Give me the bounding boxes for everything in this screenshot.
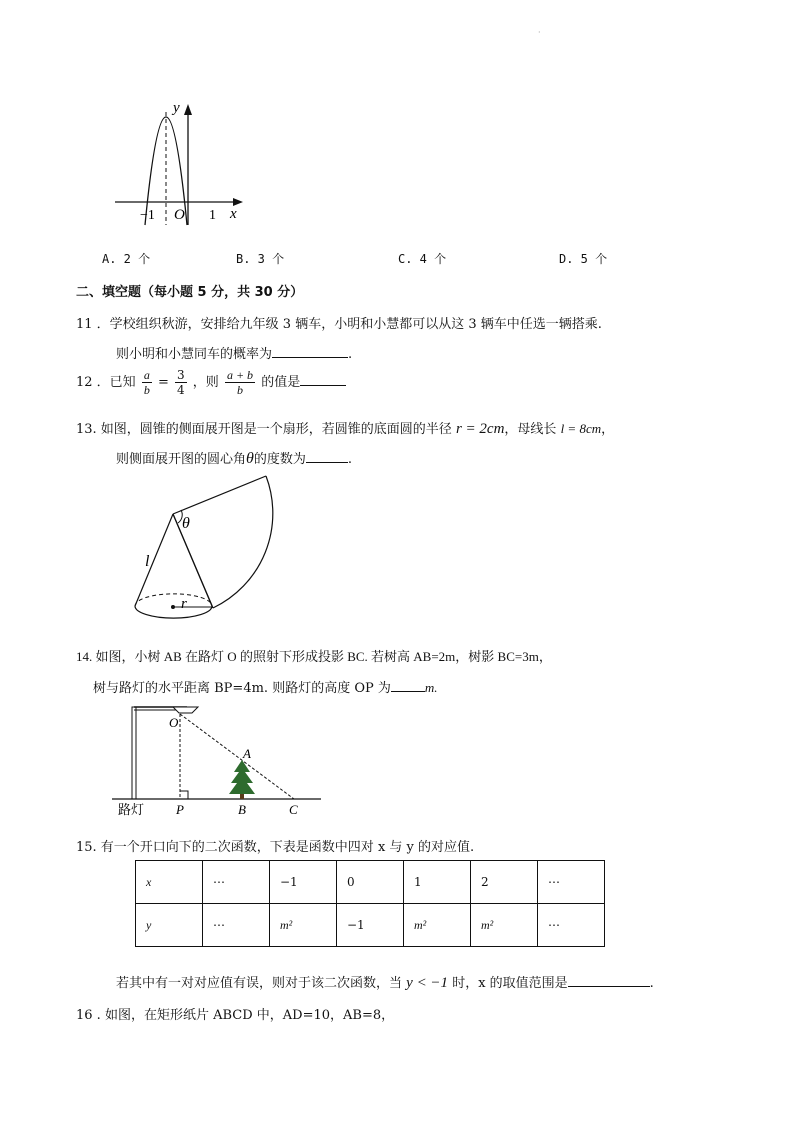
q14-answer-blank[interactable]	[391, 679, 425, 692]
q12-frac-ab: $\frac{a}{b}$	[143, 368, 150, 397]
fig-C: C	[289, 802, 298, 817]
q12-suffix: 的值是	[261, 375, 301, 390]
fig-P: P	[176, 802, 184, 817]
q13-theta: θ	[246, 450, 254, 467]
choice-c: C. 4 个	[398, 252, 447, 266]
table-cell: ⋯	[538, 904, 605, 947]
q15-answer-blank[interactable]	[568, 974, 650, 987]
table-cell: m²	[270, 904, 337, 947]
fig-l: l	[145, 553, 150, 570]
q12-mid: ，则	[192, 375, 219, 390]
table-cell: m²	[471, 904, 538, 947]
q12-frac-34: $\frac{3}{4}$	[177, 368, 185, 397]
q15-text-b: 时，x 的取值范围是	[452, 976, 568, 991]
fig-A: A	[243, 746, 251, 761]
q11-text: 则小明和小慧同车的概率为	[116, 347, 273, 362]
table-cell: m²	[404, 904, 471, 947]
q13-text-b: ，母线长	[504, 422, 557, 437]
choice-d: D. 5 个	[559, 252, 608, 266]
q12-eq: =	[157, 375, 169, 390]
choice-a: A. 2 个	[102, 252, 151, 266]
cone-slant-right	[173, 514, 212, 606]
fig-B: B	[238, 802, 246, 817]
q12-frac-apb: $\frac{a + b}{b}$	[226, 368, 254, 397]
q15-condition: y < −1	[406, 975, 449, 991]
q15-line1: 15. 有一个开口向下的二次函数，下表是函数中四对 x 与 y 的对应值.	[76, 840, 475, 855]
y-axis-arrow	[184, 104, 192, 115]
cone-slant-left	[135, 514, 173, 606]
q15-end: .	[649, 976, 654, 991]
table-row-x	[136, 861, 605, 904]
q15-line2	[116, 972, 654, 992]
fig-theta: θ	[182, 515, 190, 532]
table-cell: ⋯	[203, 904, 270, 947]
lamp-pole	[132, 707, 136, 799]
table-cell: 2	[471, 861, 538, 904]
label-x: x	[230, 206, 237, 222]
q13-slant: l = 8cm	[560, 421, 602, 436]
q13-end: .	[347, 452, 353, 467]
base-center	[171, 605, 175, 609]
table-cell: −1	[270, 861, 337, 904]
sector-arc	[213, 476, 273, 608]
q11-answer-blank[interactable]	[272, 345, 348, 358]
fig-r: r	[181, 596, 187, 612]
q13-text-c: ，	[601, 422, 615, 437]
label-y: y	[173, 100, 180, 116]
tree-icon	[229, 760, 255, 799]
q13-text-d: 则侧面展开图的圆心角	[116, 452, 247, 467]
q12-prefix: 12 ．已知	[76, 375, 136, 390]
q12-answer-blank[interactable]	[300, 373, 346, 386]
corner-mark: ·	[538, 28, 541, 37]
table-cell: x	[136, 861, 203, 904]
table-cell: 0	[337, 861, 404, 904]
table-cell: y	[136, 904, 203, 947]
table-cell: 1	[404, 861, 471, 904]
table-cell: ⋯	[538, 861, 605, 904]
q11-line2	[116, 343, 352, 362]
fig-O: O	[169, 715, 179, 730]
q11-end: .	[348, 347, 353, 362]
x-axis-arrow	[233, 198, 243, 206]
fig-lamp-label: 路灯	[118, 803, 145, 818]
section-title: 二、填空题（每小题 5 分，共 30 分）	[76, 285, 304, 300]
sector-edge-1	[173, 476, 266, 514]
q13-line2	[116, 448, 352, 468]
streetlight-figure	[108, 700, 333, 825]
label-origin: O	[174, 207, 185, 223]
values-table	[135, 860, 605, 947]
tick-neg1: −1	[140, 208, 155, 223]
q14-line2	[93, 677, 438, 696]
right-angle-mark	[180, 791, 188, 799]
q13-text-e: 的度数为	[253, 452, 306, 467]
q12-line	[76, 368, 346, 397]
q11-line1: 11 ．学校组织秋游，安排给九年级 3 辆车，小明和小慧都可以从这 3 辆车中任选一辆搭乘.	[76, 317, 602, 332]
q13-radius: r = 2cm	[455, 421, 505, 437]
q15-text-a: 若其中有一对对应值有误，则对于该二次函数，当	[116, 976, 403, 991]
q16-line1: 16 . 如图，在矩形纸片 ABCD 中，AD=10，AB=8，	[76, 1008, 395, 1023]
tick-1: 1	[209, 208, 216, 223]
choice-b: B. 3 个	[236, 252, 285, 266]
q13-answer-blank[interactable]	[306, 450, 348, 463]
cone-sector-figure	[126, 470, 336, 630]
table-row-y	[136, 904, 605, 947]
table-cell: ⋯	[203, 861, 270, 904]
q13-line1	[76, 418, 614, 438]
q14-text: 树与路灯的水平距离 BP=4m. 则路灯的高度 OP 为	[93, 681, 391, 696]
lamp-head	[173, 707, 198, 713]
table-cell: −1	[337, 904, 404, 947]
parabola-graph	[110, 92, 260, 232]
q13-text-a: 13. 如图，圆锥的侧面展开图是一个扇形，若圆锥的底面圆的半径	[76, 422, 452, 437]
q14-line1: 14. 如图，小树 AB 在路灯 O 的照射下形成投影 BC. 若树高 AB=2m，树影 BC=3m，	[76, 649, 552, 664]
q14-unit: m.	[424, 680, 438, 695]
cone-base-back	[135, 594, 212, 606]
